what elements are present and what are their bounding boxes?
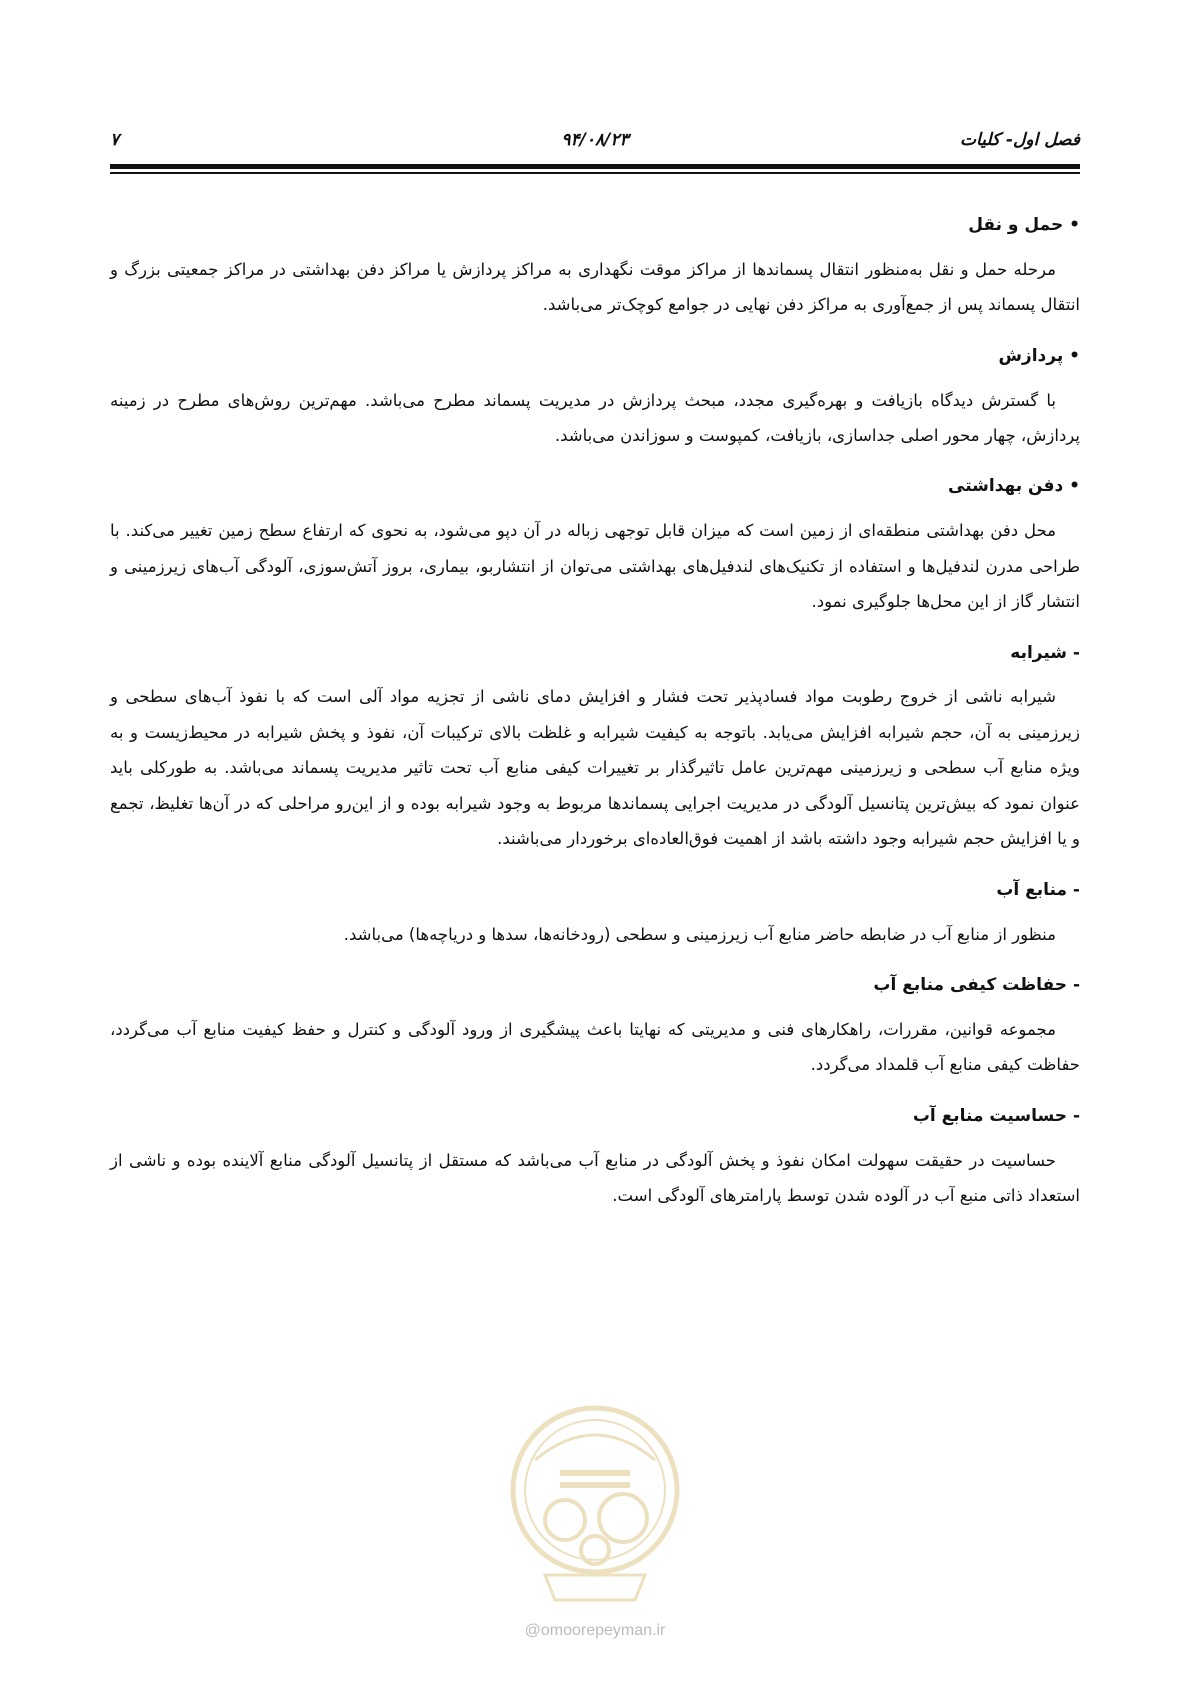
- section-heading-leachate: - شیرابه: [1010, 642, 1080, 663]
- section-paragraph-water-sensitivity: حساسیت در حقیقت سهولت امکان نفوذ و پخش آلودگی در منابع آب می‌باشد که مستقل از پتانسیل آلودگی منابع آلاینده بوده و ناشی از استعداد ذاتی منبع آب در آلوده شدن توسط پارامترهای آلودگی است.: [110, 1150, 1080, 1206]
- section-paragraph-transport: مرحله حمل و نقل به‌منظور انتقال پسماندها از مراکز موقت نگهداری به مراکز پردازش یا مراکز دفن بهداشتی در مراکز جمعیتی بزرگ و انتقال پسماند پس از جمع‌آوری به مراکز دفن نهایی در جوامع کوچک‌تر می‌باشد.: [110, 259, 1080, 315]
- section-heading-water-quality-protection: - حفاظت کیفی منابع آب: [873, 975, 1080, 996]
- section-heading-sanitary-landfill: • دفن بهداشتی: [948, 476, 1080, 497]
- section-heading-water-resources: - منابع آب: [996, 879, 1080, 900]
- page-header: [110, 130, 1080, 160]
- watermark-url: @omoorepeyman.ir: [524, 1622, 666, 1639]
- section-heading-transport: • حمل و نقل: [968, 215, 1080, 235]
- header-rule-thin: [110, 172, 1080, 174]
- header-rule-thick: [110, 164, 1080, 169]
- page-content: [110, 200, 1080, 1214]
- header-date: ۹۴/۰۸/۲۳: [561, 130, 629, 150]
- chapter-title: فصل اول- کلیات: [960, 130, 1080, 150]
- section-paragraph-leachate: شیرابه ناشی از خروج رطوبت مواد فسادپذیر تحت فشار و افزایش دمای ناشی از تجزیه مواد آلی است که با نفوذ آب‌های سطحی و زیرزمینی به آن، حجم شیرابه افزایش می‌یابد. باتوجه به کیفیت شیرابه و غلظت بالای ترکیبات آن، نفوذ و پخش شیرابه در محیط‌زیست و به ویژه منابع آب سطحی و زیرزمینی مهم‌ترین عامل تاثیرگذار بر تغییرات کیفی منابع آب تحت تاثیر مدیریت پسماند می‌باشد. به طورکلی باید عنوان نمود که بیش‌ترین پتانسیل آلودگی در مدیریت اجرایی پسماندها مربوط به وجود شیرابه بوده و از این‌رو مراحلی که در آن‌ها تغلیظ، تجمع و یا افزایش حجم شیرابه وجود داشته باشد از اهمیت فوق‌العاده‌ای برخوردار می‌باشند.: [110, 687, 1080, 849]
- watermark-logo-icon: [505, 1400, 685, 1610]
- section-paragraph-processing: با گسترش دیدگاه بازیافت و بهره‌گیری مجدد، مبحث پردازش در مدیریت پسماند مطرح می‌باشد. مهم‌ترین روش‌های مطرح در زمینه پردازش، چهار محور اصلی جداسازی، بازیافت، کمپوست و سوزاندن می‌باشد.: [110, 390, 1080, 445]
- section-paragraph-water-resources: منظور از منابع آب در ضابطه حاضر منابع آب زیرزمینی و سطحی (رودخانه‌ها، سدها و دریاچه‌ها) می‌باشد.: [343, 924, 1056, 944]
- page-number: ۷: [110, 130, 120, 150]
- section-heading-water-sensitivity: - حساسیت منابع آب: [912, 1105, 1080, 1126]
- section-paragraph-water-quality-protection: مجموعه قوانین، مقررات، راهکارهای فنی و مدیریتی که نهایتا باعث پیشگیری از ورود آلودگی و کنترل و حفظ کیفیت منابع آب می‌گردد، حفاظت کیفی منابع آب قلمداد می‌گردد.: [110, 1019, 1080, 1075]
- section-heading-processing: • پردازش: [998, 345, 1080, 366]
- section-paragraph-sanitary-landfill: محل دفن بهداشتی منطقه‌ای از زمین است که میزان قابل توجهی زباله در آن دپو می‌شود، به نحوی که ارتفاع سطح زمین تغییر می‌کند. با طراحی مدرن لندفیل‌ها و استفاده از تکنیک‌های لندفیل‌های بهداشتی می‌توان از انتشاربو، بیماری، بروز آتش‌سوزی، آلودگی آب‌های زیرزمینی و انتشار گاز از این محل‌ها جلوگیری نمود.: [110, 521, 1080, 612]
